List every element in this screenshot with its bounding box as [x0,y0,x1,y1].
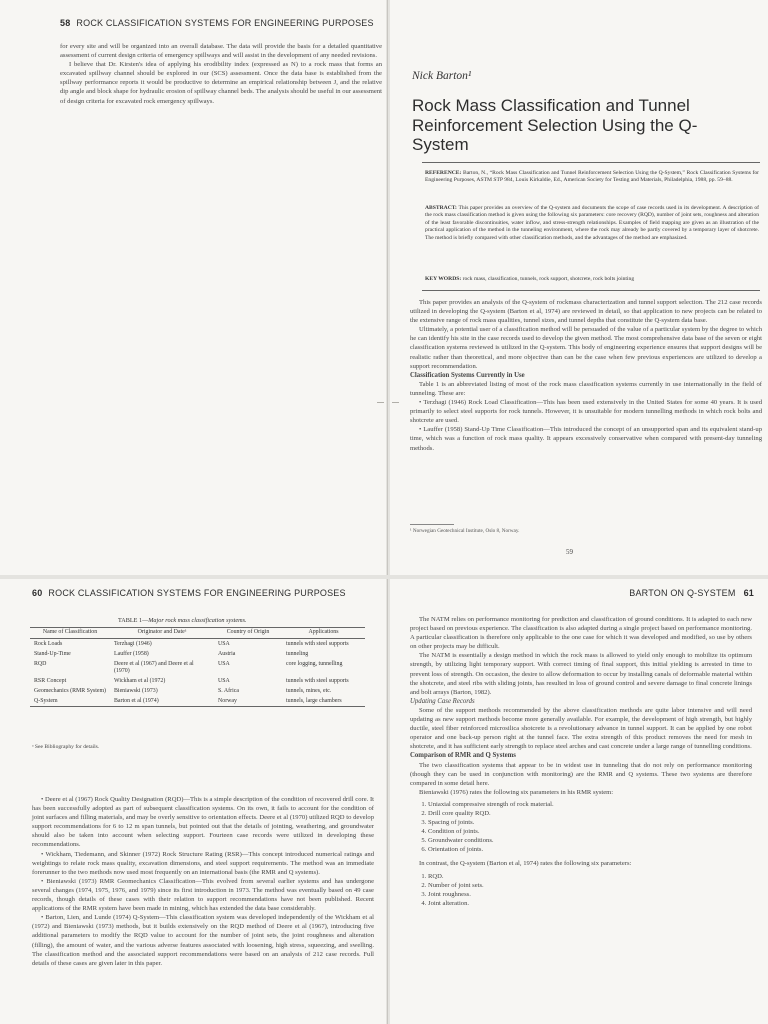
paragraph: The two classification systems that appear to be in widest use in tunneling that do not rely on performance monitoring (though they can be used in conjunction with monitoring) are the RMR and Q systems. These two systems are therefore compared in some detail here. [410,761,752,787]
paragraph: • Barton, Lien, and Lunde (1974) Q-System—This classification system was developed independently of the Wickham et al (1972) and Bieniawski (1973) methods, but it builds extensively on the RQD method of Deere et al (1967), introducing five additional parameters to modify the RQD value to account for the number of joint sets, the joint roughness and alteration (filling), the amount of water, and the various adverse features associated with loosening, high stress, squeezing, and swelling. The classification method and the associated support recommendations were based on an analysis of 212 case records. Full details of these cases are given later in this paper. [32,914,374,967]
running-head [60,18,374,28]
table-cell: tunnels with steel supports [286,640,349,647]
keywords-block [425,276,759,283]
page-number: 58 [60,18,71,28]
list-item: 3. Spacing of joints. [428,818,752,827]
keywords-text: rock mass, classification, tunnels, rock support, shotcrete, rock bolts jointing [462,276,635,282]
table-cell: Austria [218,650,236,657]
running-head-title: ROCK CLASSIFICATION SYSTEMS FOR ENGINEERING PURPOSES [48,588,346,598]
table-cell: Barton et al (1974) [114,697,159,704]
table-cell: Bieniawski (1973) [114,687,158,694]
abstract-block [425,205,759,242]
page-number: 61 [743,588,754,598]
paragraph: Table 1 is an abbreviated listing of most of the rock mass classification systems currently in use internationally in the field of tunneling. These are: [410,380,762,397]
table-caption-text: Major rock mass classification systems. [148,617,247,624]
paragraph: I believe that Dr. Kirsten's idea of applying his erodibility index (expressed as N) to a rock mass that forms an excavated spillway channel should be explored in our (SCS) assessment. Once the data base is established from the spillway performance reports it would be productive to determine an empirical relationship between J, and the relative dip angle and block shape for hydraulic erosion of spillway channel beds. The analysis should be useful in our assessment of design criteria for excavated rock emergency spillways. [60,61,382,105]
paper-title: Rock Mass Classification and Tunnel Reinforcement Selection Using the Q-System [412,96,698,154]
keywords-label: KEY WORDS: [425,276,462,282]
table-row [30,649,365,659]
list-item: 1. RQD. [428,872,752,881]
table-header: Applications [282,628,365,639]
table-cell: Wickham et al (1972) [114,677,166,684]
table-caption [118,617,247,624]
table-row [30,676,365,686]
paragraph: In contrast, the Q-system (Barton et al, 1974) rates the following six parameters: [419,860,632,868]
list-item: 6. Orientation of joints. [428,845,752,854]
abstract-text: This paper provides an overview of the Q-system and documents the scope of case records used in its development. A description of the rock mass classification method is given using the following six parameters: core recovery (RQD), number of joint sets, roughness and alteration of the least favorable discontinuities, water inflow, and stress-strength relationships. Examples of field mapping are given as an illustration of the practical application of the method in the tunneling environment, where the rock may already be partly covered by a temporary layer of shotcrete. The method is briefly compared with other classification methods, and the advantages of the method are emphasized. [425,205,759,241]
page-58 [0,0,384,574]
paragraph: • Bieniawski (1973) RMR Geomechanics Classification—This evolved from several earlier systems and has undergone several changes (1974, 1975, 1976, and 1979) since its first introduction in 1973. The method was eventually based on 49 case records, though details of these cases with their relation to support recommendations have not been published. Recent applications of the RMR system have been made in mining, which has extended the data base considerably. [32,877,374,913]
paragraph: • Deere et al (1967) Rock Quality Designation (RQD)—This is a simple description of the condition of recovered drill core. It has been successfully adopted as part of subsequent classification systems. On its own, it fails to account for the condition of joint surfaces and filling materials, and may be overly sensitive to orientation effects. Deere et al (1970) utilized RQD to develop support recommendations for 6 to 12 m span tunnels, but pointed out that the details of jointing, weathering, and groundwater should also be taken into account when selecting support. Fourteen case records were utilized in developing these recommendations. [32,796,374,849]
list-item: 3. Joint roughness. [428,890,752,899]
table-cell: Stand-Up-Time [34,650,71,657]
table-header-row [30,628,365,639]
subheading: Updating Case Records [410,697,475,705]
paragraph: Some of the support methods recommended by the above classification methods are quite labor intensive and will need updating as new support methods become more generally available. For example, the development of high strength, but highly ductile, steel fiber reinforced microsilica shotcrete is a revolutionary advance in tunnel support. It can be applied by one robot operator and one back-up person right at the tunnel face. The extra strength of this product removes the need for mesh in shotcrete, and it has sufficient early strength to replace steel arches and cast concrete under a large range of tunnelling conditions. [410,706,752,751]
list-item: 5. Groundwater conditions. [428,836,752,845]
page-number: 60 [32,588,43,598]
list-item: 1. Uniaxial compressive strength of rock material. [428,800,752,809]
list-item: 2. Drill core quality RQD. [428,809,752,818]
section-heading: Comparison of RMR and Q Systems [410,752,516,760]
folio: 59 [566,548,573,556]
table-row [30,686,365,696]
paragraph: • Lauffer (1958) Stand-Up Time Classification—This introduced the concept of an unsupported span and its equivalent stand-up time, which was a function of rock mass quality. It appears excessively conservative when compared with present-day tunneling methods. [410,426,762,452]
table-cell: tunnels with steel supports [286,677,349,684]
table-cell: Geomechanics (RMR System) [34,687,106,694]
footnote-rule [410,524,454,525]
body-text [410,615,752,913]
paragraph: This paper provides an analysis of the Q-system of rockmass characterization and tunnel support selection. The 212 case records utilized in developing the Q-system (Barton et al, 1974) are reviewed in detail, so that application to new projects can be related to the extensive range of rock mass qualities, tunnel sizes, and tunnel depths that constitute the Q-system data base. [410,299,762,325]
list-item: 4. Joint alteration. [428,899,752,908]
paragraph: Ultimately, a potential user of a classification method will be persuaded of the value of a particular system by the degree to which he can identify his site in the case records used to develop the given method. The most comprehensive data base of the seven or eight classification systems reviewed is utilized in the Q-system. This body of engineering experience ensures that support designs will be realistic rather than theoretical, and more objective than can be the case when few previous experiences are utilized to develop a support recommendation. [410,326,762,370]
reference-label: REFERENCE: [425,170,462,176]
reference-block [425,170,759,185]
table-header: Name of Classification [30,628,110,639]
body-text [410,298,762,453]
rmr-parameter-list [410,800,752,855]
table-row [30,659,365,676]
table-row [30,696,365,707]
body-text [60,42,382,106]
paragraph: The NATM relies on performance monitoring for prediction and classification of ground conditions. It is adapted to each new project based on previous experience. The classification is also adapted during a single project based on performance monitoring. A particular classification is therefore only applicable to the one case for which it was developed and modified, so use by others on other projects may be difficult. [410,616,752,651]
table-header: Country of Origin [214,628,282,639]
reference-text: Barton, N., “Rock Mass Classification and Tunnel Reinforcement Selection Using the Q-System,” Rock Classification Systems for Engineering Purposes, ASTM STP 984, Louis Kirkaldie, Ed., American Society for Testing and Materials, Philadelphia, 1988, pp. 59–88. [425,170,759,184]
classification-systems-table [30,627,365,707]
author-name: Nick Barton¹ [412,70,472,82]
table-cell: tunnels, mines, etc. [286,687,332,694]
table-cell: tunnels, large chambers [286,697,342,704]
table-caption-prefix: TABLE 1— [118,617,149,624]
table-cell: tunneling [286,650,309,657]
paragraph: • Wickham, Tiedemann, and Skinner (1972) Rock Structure Rating (RSR)—This concept introduced numerical ratings and weightings to relate rock mass quality, excavation dimensions, and steel support requirements. The method was an immediate forerunner to the two methods now used most frequently on an international basis (the RMR and Q systems). [32,850,374,876]
table-header: Originator and Dateᵃ [110,628,214,639]
paragraph: for every site and will be organized into an overall database. The data will provide the basis for a detailed quantitative assessment of current design criteria of emergency spillways and will assist in the development of any needed revisions. [60,43,382,60]
section-heading: Classification Systems Currently in Use [410,371,525,379]
table-cell: Deere et al (1967) and Deere et al (1970) [114,660,194,674]
table-cell: USA [218,640,230,647]
footnote: ¹ Norwegian Geotechnical Institute, Oslo 8, Norway. [410,528,520,534]
table-cell: RSR Concept [34,677,67,684]
title-rule [422,162,760,163]
table-cell: Rock Loads [34,640,63,647]
table-cell: USA [218,677,230,684]
q-parameter-list [410,872,752,908]
table-cell: RQD [34,660,47,667]
table-cell: Terzhagi (1946) [114,640,152,647]
paragraph: Bieniawski (1976) rates the following six parameters in his RMR system: [419,788,614,796]
horizontal-scan-seam [0,575,768,579]
table-row [30,639,365,650]
vertical-binding-gutter [386,0,390,1024]
list-item: 2. Number of joint sets. [428,881,752,890]
table-cell: S. Africa [218,687,239,694]
running-head-title: BARTON ON Q-SYSTEM [629,588,736,598]
table-cell: USA [218,660,230,667]
running-head [32,588,346,598]
table-footnote: ᵃ See Bibliography for details. [32,744,100,750]
page-61 [392,580,768,1024]
table-cell: Lauffer (1958) [114,650,149,657]
paragraph: • Terzhagi (1946) Rock Load Classification—This has been used extensively in the United States for some 40 years. It is used primarily to select steel supports for rock tunnels. However, it is unsuitable for modern tunnelling methods in which rock bolts and shotcrete are used. [410,399,762,425]
table-cell: Q-System [34,697,58,704]
paragraph: The NATM is essentially a design method in which the rock mass is allowed to yield only enough to mobilize its optimum strength, by utilizing light temporary support. With correct timing of final support, this initial yielding is arrested in time to prevent loss of strength. On occasion, the desire to allow deformation to occur by installing canals of deformable material within the shotcrete, and steel ribs with sliding joints, has resulted in loss of ground control and severe damage to final concrete linings and bolt arrays (Barton, 1982). [410,652,752,696]
abstract-rule [422,290,760,291]
running-head-title: ROCK CLASSIFICATION SYSTEMS FOR ENGINEERING PURPOSES [76,18,374,28]
table-cell: Norway [218,697,237,704]
abstract-label: ABSTRACT: [425,205,457,211]
table-cell: core logging, tunnelling [286,660,343,667]
page-59 [392,0,768,574]
page-60 [0,580,384,1024]
list-item: 4. Condition of joints. [428,827,752,836]
body-text [32,795,374,968]
running-head [629,588,754,598]
